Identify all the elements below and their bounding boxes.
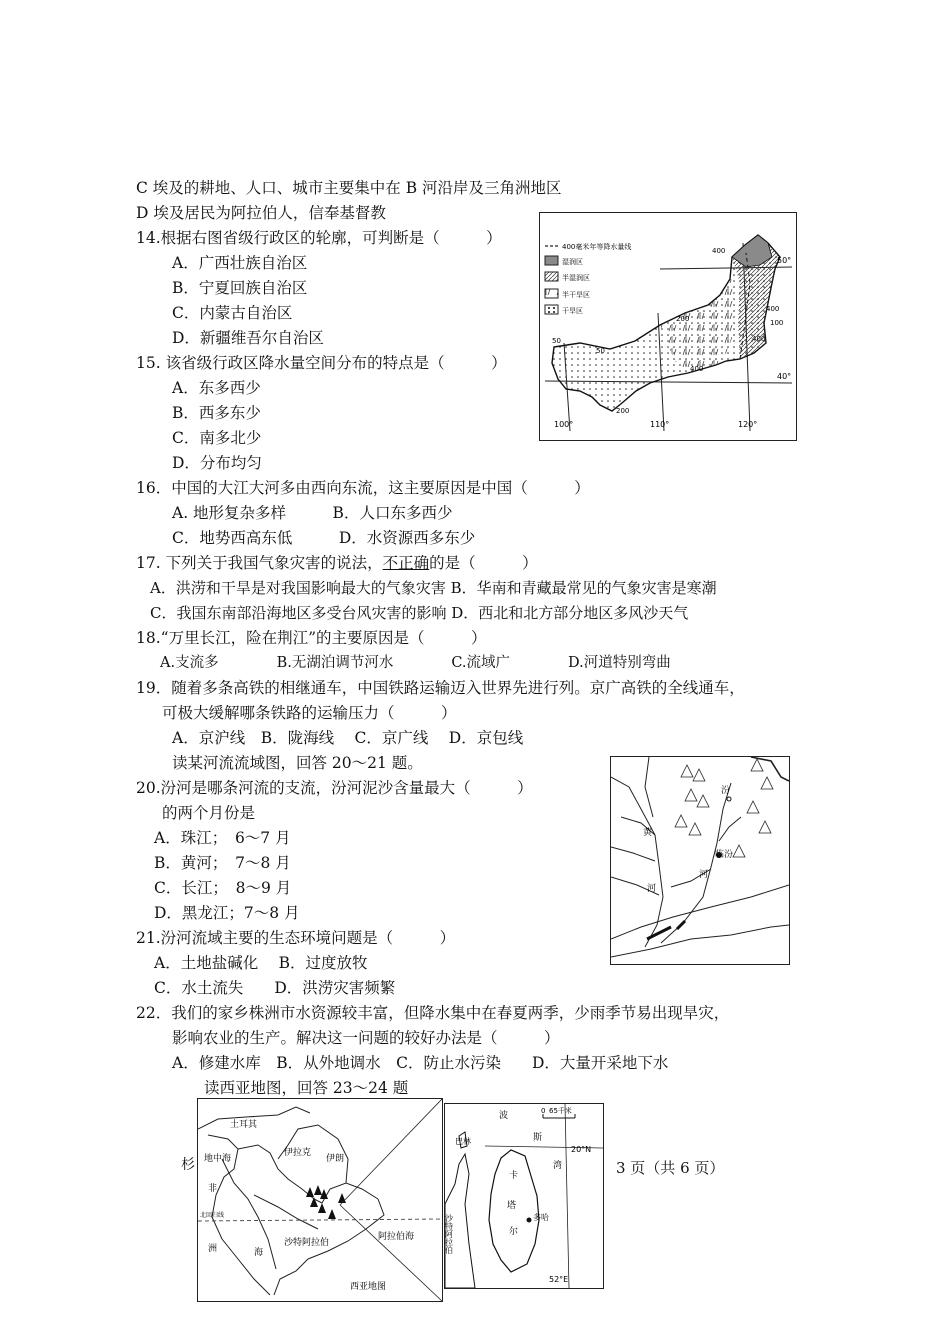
page-number: 3 页（共 6 页） [616, 1159, 725, 1177]
lat-50: 50° [777, 256, 792, 265]
tropic-of-cancer [198, 1219, 442, 1221]
svg-text:伊朗: 伊朗 [326, 1154, 345, 1164]
svg-text:黄: 黄 [643, 828, 653, 838]
q21-options-ab: A．土地盐碱化 B．过度放牧 [154, 954, 368, 972]
inner-mongolia-map-svg [540, 213, 796, 440]
q20-option-b: B．黄河； 7～8 月 [154, 854, 291, 872]
q20-option-d: D．黑龙江；7～8 月 [154, 904, 300, 922]
q14-option-d: D．新疆维吾尔自治区 [172, 329, 324, 347]
inset-saudi-label: 沙特阿拉伯 [445, 1214, 454, 1254]
question-14: 14.根据右图省级行政区的轮廓，可判断是（ ） [136, 229, 502, 247]
doha-city-icon [527, 1218, 532, 1223]
svg-text:洲: 洲 [208, 1244, 218, 1254]
read-prompt-23-24: 读西亚地图，回答 23～24 题 [204, 1079, 409, 1097]
svg-text:400: 400 [690, 365, 704, 373]
q14-option-b: B．宁夏回族自治区 [172, 279, 308, 297]
town-icon [727, 797, 731, 801]
legend [545, 242, 631, 315]
svg-text:巴林: 巴林 [455, 1137, 471, 1146]
svg-text:100: 100 [770, 319, 784, 327]
coastlines [198, 1107, 387, 1295]
west-asia-labels [200, 1118, 414, 1292]
q20-option-c: C．长江； 8～9 月 [154, 879, 292, 897]
option-c-egypt: C 埃及的耕地、人口、城市主要集中在 B 河沿岸及三角洲地区 [136, 179, 562, 197]
svg-text:400: 400 [752, 335, 766, 343]
fen-river-basin-map [610, 756, 790, 965]
svg-text:卡: 卡 [509, 1171, 519, 1181]
svg-text:多哈: 多哈 [533, 1213, 549, 1222]
svg-text:临汾: 临汾 [715, 850, 734, 860]
svg-text:湾: 湾 [553, 1161, 563, 1171]
option-d-egypt: D 埃及居民为阿拉伯人，信奉基督教 [136, 204, 386, 222]
fen-river-map-svg [611, 757, 789, 964]
lon-120: 120° [738, 420, 758, 429]
svg-text:400: 400 [766, 305, 780, 313]
svg-text:0: 0 [541, 1107, 546, 1115]
qatar-peninsula [489, 1150, 539, 1272]
svg-text:50: 50 [596, 347, 605, 355]
svg-text:地中海: 地中海 [204, 1154, 232, 1164]
legend-semi-arid: 半干旱区 [562, 291, 590, 299]
q15-option-a: A．东多西少 [172, 379, 261, 397]
q19-options: A．京沪线 B．陇海线 C．京广线 D．京包线 [172, 729, 524, 747]
question-20-cont: 的两个月份是 [162, 804, 256, 822]
inset-meridian [565, 1104, 569, 1288]
scale-bar [541, 1106, 575, 1118]
q21-options-cd: C．水土流失 D．洪涝灾害频繁 [154, 979, 396, 997]
svg-text:沙特阿拉伯: 沙特阿拉伯 [284, 1238, 330, 1248]
west-asia-map-svg [198, 1099, 442, 1301]
q20-option-a: A．珠江； 6～7 月 [154, 829, 291, 847]
lon-110: 110° [650, 420, 670, 429]
qatar-inset-map [444, 1103, 604, 1289]
svg-text:汾: 汾 [721, 786, 731, 796]
question-20: 20.汾河是哪条河流的支流，汾河泥沙含量最大（ ） [136, 779, 533, 797]
question-21: 21.汾河流域主要的生态环境问题是（ ） [136, 929, 456, 947]
q18-options: A.支流多 B.无湖泊调节河水 C.流域广 D.河道特别弯曲 [160, 655, 671, 671]
q16-options-ab: A. 地形复杂多样 B．人口东多西少 [172, 504, 453, 522]
svg-text:65千米: 65千米 [549, 1107, 572, 1115]
question-19-cont: 可极大缓解哪条铁路的运输压力（ ） [162, 704, 457, 722]
svg-text:非: 非 [208, 1184, 218, 1194]
svg-text:土耳其: 土耳其 [230, 1120, 258, 1130]
question-15: 15. 该省级行政区降水量空间分布的特点是（ ） [136, 354, 507, 372]
q17-underlined: 不正确 [382, 554, 430, 572]
question-22-cont: 影响农业的生产。解决这一问题的较好办法是（ ） [172, 1029, 560, 1047]
q15-option-b: B．西多东少 [172, 404, 261, 422]
question-18: 18.“万里长江，险在荆江”的主要原因是（ ） [136, 629, 487, 647]
lat-40: 40° [777, 372, 792, 381]
inner-mongolia-precip-map [539, 212, 797, 441]
mountain-symbols [675, 759, 773, 857]
read-prompt-20-21: 读某河流流域图，回答 20～21 题。 [172, 754, 423, 772]
question-16: 16．中国的大江大河多由西向东流，这主要原因是中国（ ） [136, 479, 590, 497]
west-asia-edge-label: 杉 [181, 1157, 195, 1173]
svg-text:北回归线: 北回归线 [200, 1212, 225, 1219]
svg-text:西亚地图: 西亚地图 [350, 1282, 387, 1292]
legend-semi-humid: 半湿润区 [562, 274, 590, 282]
legend-humid: 湿润区 [562, 258, 583, 266]
question-17: 17. 下列关于我国气象灾害的说法，不正确的是（ ） [136, 554, 538, 572]
inset-pointer-top [340, 1099, 442, 1205]
svg-text:塔: 塔 [507, 1201, 517, 1211]
svg-text:阿拉伯海: 阿拉伯海 [378, 1232, 415, 1242]
svg-text:52°E: 52°E [549, 1275, 569, 1284]
q14-option-c: C．内蒙古自治区 [172, 304, 293, 322]
legend-isohyet: 400毫米年等降水量线 [562, 243, 632, 251]
svg-text:河: 河 [647, 884, 657, 894]
svg-text:伊拉克: 伊拉克 [284, 1148, 312, 1158]
svg-text:200: 200 [676, 315, 690, 323]
q14-option-a: A．广西壮族自治区 [172, 254, 308, 272]
svg-text:50: 50 [552, 337, 561, 345]
west-asia-map [197, 1098, 443, 1302]
svg-text:海: 海 [254, 1248, 264, 1258]
question-22: 22．我们的家乡株洲市水资源较丰富，但降水集中在春夏两季，少雨季节易出现旱灾， [136, 1004, 730, 1022]
q17-options-ab: A．洪涝和干旱是对我国影响最大的气象灾害 B．华南和青藏最常见的气象灾害是寒潮 [150, 579, 717, 597]
svg-text:20°N: 20°N [571, 1145, 592, 1154]
q22-options: A．修建水库 B．从外地调水 C．防止水污染 D．大量开采地下水 [172, 1054, 669, 1072]
svg-text:斯: 斯 [533, 1133, 543, 1143]
lon-100: 100° [554, 420, 574, 429]
svg-text:200: 200 [616, 407, 630, 415]
q16-options-cd: C．地势西高东低 D．水资源西多东少 [172, 529, 476, 547]
legend-arid: 干旱区 [562, 307, 583, 315]
qatar-inset-svg [445, 1104, 603, 1288]
q15-option-c: C．南多北少 [172, 429, 262, 447]
svg-text:尔: 尔 [509, 1227, 519, 1237]
svg-text:波: 波 [499, 1111, 509, 1121]
q15-option-d: D．分布均匀 [172, 454, 262, 472]
svg-text:河: 河 [699, 870, 709, 880]
svg-text:400: 400 [712, 247, 726, 255]
q17-options-cd: C．我国东南部沿海地区多受台风灾害的影响 D．西北和北方部分地区多风沙天气 [150, 604, 689, 622]
question-19: 19．随着多条高铁的相继通车，中国铁路运输迈入世界先进行列。京广高铁的全线通车， [136, 679, 745, 697]
oil-field-icons [306, 1185, 346, 1219]
